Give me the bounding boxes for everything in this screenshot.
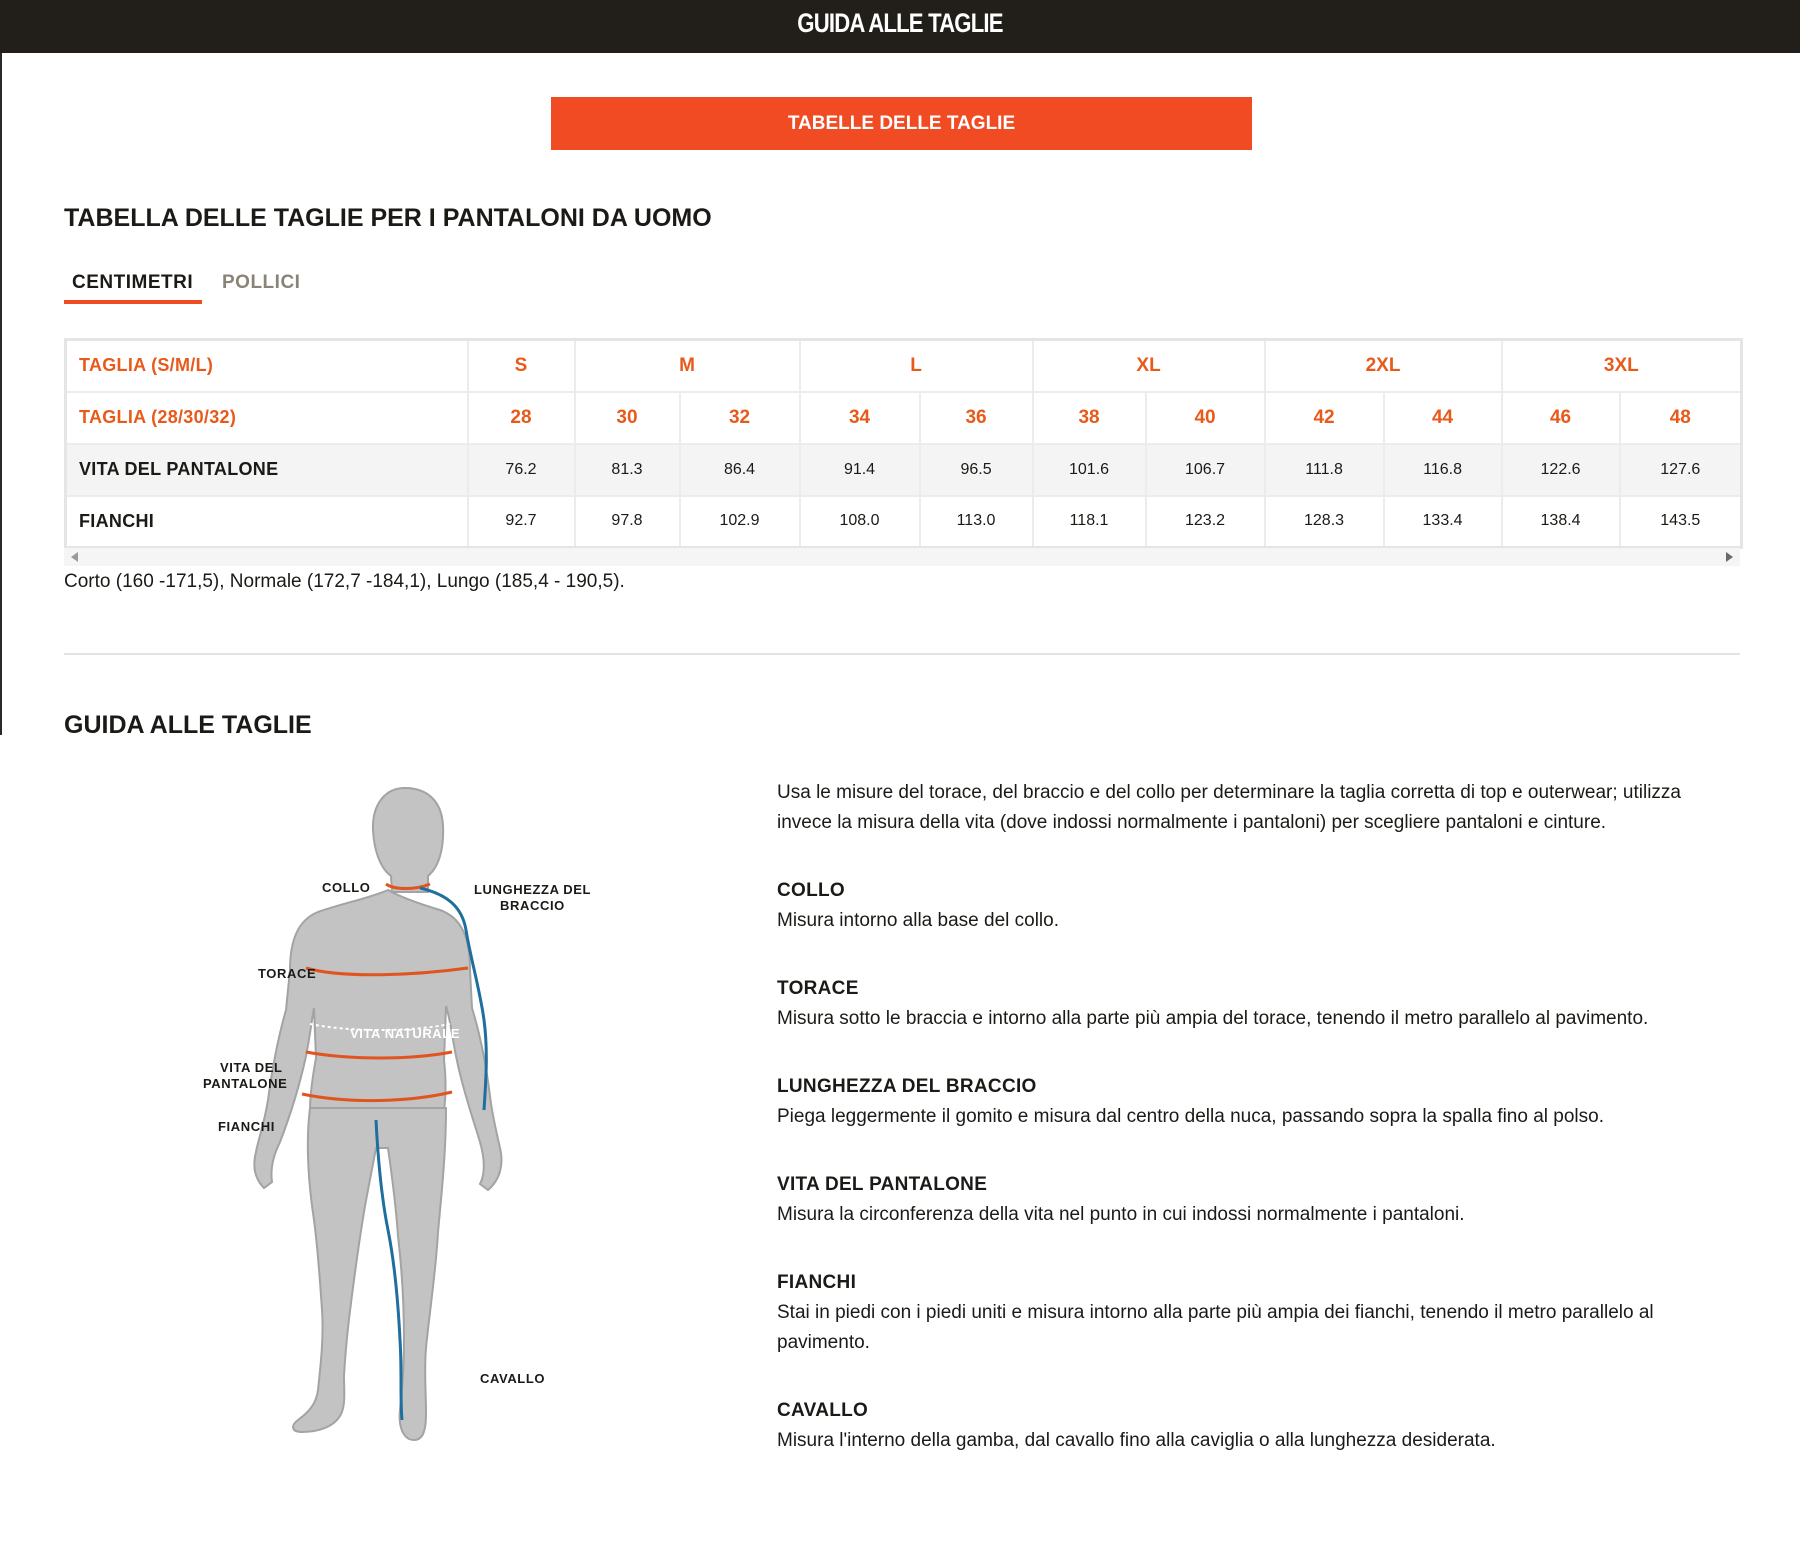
guide-text [777, 778, 1737, 1456]
table-cell: 101.6 [1033, 444, 1146, 496]
guide-item-desc: Piega leggermente il gomito e misura dal centro della nuca, passando sopra la spalla fino al polso. [777, 1106, 1604, 1127]
size-number-cell: 38 [1033, 392, 1146, 444]
size-number-cell: 44 [1384, 392, 1502, 444]
label-vita-pantalone-line2: PANTALONE [203, 1076, 288, 1091]
guide-item-braccio [777, 1072, 1737, 1132]
table-cell: 133.4 [1384, 496, 1502, 548]
size-tables-button[interactable]: TABELLE DELLE TAGLIE [551, 97, 1252, 150]
vita-row-label: VITA DEL PANTALONE [66, 444, 468, 496]
size-chart-title: TABELLA DELLE TAGLIE PER I PANTALONI DA UOMO [64, 204, 712, 232]
size-letter-cell: 3XL [1502, 340, 1742, 392]
guide-item-torace [777, 974, 1737, 1034]
table-row-vita [66, 444, 1742, 496]
label-vita-naturale: VITA NATURALE [350, 1026, 461, 1041]
guide-item-fianchi [777, 1268, 1737, 1358]
table-cell: 127.6 [1620, 444, 1742, 496]
body-measurement-figure [190, 780, 610, 1470]
guide-item-title: LUNGHEZZA DEL BRACCIO [777, 1076, 1037, 1097]
table-cell: 116.8 [1384, 444, 1502, 496]
guide-item-desc: Misura la circonferenza della vita nel punto in cui indossi normalmente i pantaloni. [777, 1204, 1465, 1225]
table-row-size-letters [66, 340, 1742, 392]
table-cell: 97.8 [575, 496, 680, 548]
table-cell: 106.7 [1146, 444, 1265, 496]
size-number-cell: 32 [680, 392, 800, 444]
table-cell: 122.6 [1502, 444, 1620, 496]
label-collo: COLLO [322, 880, 371, 895]
guide-intro: Usa le misure del torace, del braccio e del collo per determinare la taglia corretta di top e outerwear; utilizza invece la misura della vita (dove indossi normalmente i pantaloni) per scegliere pantaloni e cinture. [777, 782, 1682, 833]
size-letter-cell: M [575, 340, 800, 392]
scroll-left-icon[interactable] [71, 552, 78, 562]
guide-item-desc: Misura intorno alla base del collo. [777, 910, 1059, 931]
guide-item-title: FIANCHI [777, 1272, 857, 1293]
guide-item-title: CAVALLO [777, 1400, 869, 1421]
label-arm-length-line2: BRACCIO [500, 898, 565, 913]
size-number-cell: 28 [468, 392, 575, 444]
guide-title: GUIDA ALLE TAGLIE [64, 711, 312, 739]
guide-item-cavallo [777, 1396, 1737, 1456]
size-number-cell: 30 [575, 392, 680, 444]
table-cell: 111.8 [1265, 444, 1384, 496]
table-cell: 143.5 [1620, 496, 1742, 548]
table-cell: 138.4 [1502, 496, 1620, 548]
left-edge-line [0, 53, 2, 735]
size-number-row-label: TAGLIA (28/30/32) [66, 392, 468, 444]
guide-item-title: COLLO [777, 880, 845, 901]
guide-item-desc: Misura sotto le braccia e intorno alla parte più ampia del torace, tenendo il metro parallelo al pavimento. [777, 1008, 1649, 1029]
guide-item-collo [777, 876, 1737, 936]
guide-item-title: VITA DEL PANTALONE [777, 1174, 988, 1195]
size-table [64, 338, 1743, 549]
table-cell: 81.3 [575, 444, 680, 496]
scroll-right-icon[interactable] [1726, 552, 1733, 562]
table-cell: 123.2 [1146, 496, 1265, 548]
guide-item-title: TORACE [777, 978, 859, 999]
label-torace: TORACE [258, 966, 317, 981]
size-number-cell: 48 [1620, 392, 1742, 444]
size-letter-cell: 2XL [1265, 340, 1502, 392]
table-cell: 86.4 [680, 444, 800, 496]
tab-pollici[interactable]: POLLICI [222, 272, 301, 293]
size-letter-cell: XL [1033, 340, 1265, 392]
top-bar [0, 0, 1800, 53]
label-cavallo: CAVALLO [480, 1371, 546, 1386]
size-number-cell: 46 [1502, 392, 1620, 444]
table-cell: 108.0 [800, 496, 920, 548]
length-note: Corto (160 -171,5), Normale (172,7 -184,1), Lungo (185,4 - 190,5). [64, 571, 625, 592]
table-cell: 91.4 [800, 444, 920, 496]
label-arm-length-line1: LUNGHEZZA DEL [474, 882, 592, 897]
guide-item-vita [777, 1170, 1737, 1230]
table-cell: 96.5 [920, 444, 1033, 496]
table-cell: 92.7 [468, 496, 575, 548]
table-row-size-numbers [66, 392, 1742, 444]
label-vita-pantalone-line1: VITA DEL [220, 1060, 283, 1075]
size-number-cell: 36 [920, 392, 1033, 444]
table-cell: 113.0 [920, 496, 1033, 548]
table-cell: 128.3 [1265, 496, 1384, 548]
size-number-cell: 42 [1265, 392, 1384, 444]
table-horizontal-scrollbar[interactable] [64, 548, 1740, 566]
table-row-fianchi [66, 496, 1742, 548]
guide-item-desc: Stai in piedi con i piedi uniti e misura intorno alla parte più ampia dei fianchi, tenendo il metro parallelo al pavimento. [777, 1302, 1654, 1353]
guide-item-desc: Misura l'interno della gamba, dal cavallo fino alla caviglia o alla lunghezza desiderata. [777, 1430, 1496, 1451]
page-header-title: GUIDA ALLE TAGLIE [797, 8, 1003, 38]
table-cell: 76.2 [468, 444, 575, 496]
size-letter-cell: S [468, 340, 575, 392]
label-fianchi: FIANCHI [218, 1119, 275, 1134]
size-number-cell: 40 [1146, 392, 1265, 444]
active-tab-indicator [64, 300, 202, 304]
size-number-cell: 34 [800, 392, 920, 444]
table-cell: 102.9 [680, 496, 800, 548]
tab-centimetri[interactable]: CENTIMETRI [72, 272, 194, 293]
table-cell: 118.1 [1033, 496, 1146, 548]
size-letter-row-label: TAGLIA (S/M/L) [66, 340, 468, 392]
fianchi-row-label: FIANCHI [66, 496, 468, 548]
size-letter-cell: L [800, 340, 1033, 392]
section-divider [64, 653, 1740, 655]
